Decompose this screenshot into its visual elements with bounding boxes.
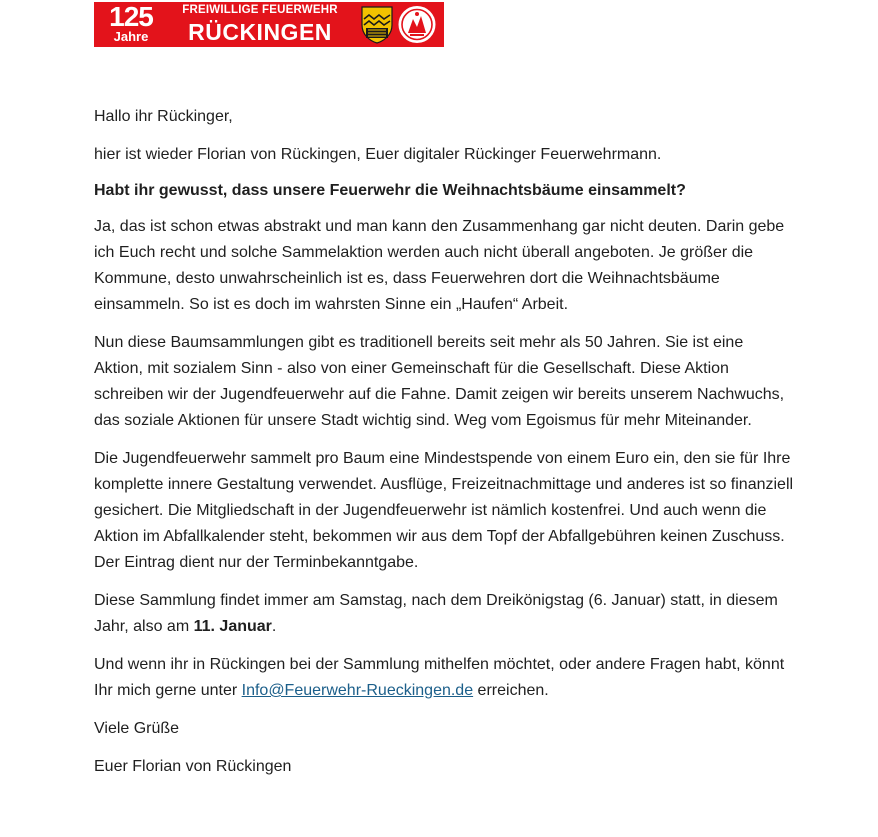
paragraph-abstract: Ja, das ist schon etwas abstrakt und man kann den Zusammenhang gar nicht deuten. Darin gebe ich Euch recht und solche Sammelaktion werden auch nicht überall angeboten. Je größer die Kommune, desto unwahrscheinlich ist es, dass Feuerwehren dort die Weihnachtsbäume einsammeln. So ist es doch im wahrsten Sinne ein „Haufen“ Arbeit. [94,218,785,313]
paragraph-date [94,588,794,640]
date-text-after: . [271,618,277,635]
question-heading: Habt ihr gewusst, dass unsere Feuerwehr die Weihnachtsbäume einsammelt? [94,182,686,199]
date-text-before: Diese Sammlung findet immer am Samstag, nach dem Dreikönigstag (6. Januar) statt, in diesem Jahr, also am [94,592,778,635]
intro-text: hier ist wieder Florian von Rückingen, Euer digitaler Rückinger Feuerwehrmann. [94,146,662,163]
organization-type: FREIWILLIGE FEUERWEHR [182,4,338,16]
anniversary-label: Jahre [113,29,149,44]
contact-email-link[interactable]: Info@Feuerwehr-Rueckingen.de [241,682,474,699]
greeting-text: Hallo ihr Rückinger, [94,108,233,125]
paragraph-tradition: Nun diese Baumsammlungen gibt es traditionell bereits seit mehr als 50 Jahren. Sie ist eine Aktion, mit sozialem Sinn - also von einer Gemeinschaft für die Gesellschaft. Diese Aktion schreiben wir der Jugendfeuerwehr auf die Fahne. Damit zeigen wir bereits unserem Nachwuchs, das soziale Aktionen für unsere Stadt wichtig sind. Weg vom Egoismus für mehr Miteinander. [94,334,785,429]
signature-text: Euer Florian von Rückingen [94,758,292,775]
paragraph-donation: Die Jugendfeuerwehr sammelt pro Baum eine Mindestspende von einem Euro ein, den sie für Ihre komplette innere Gestaltung verwendet. Ausflüge, Freizeitnachmittage und anderes ist so finanziell gesichert. Die Mitgliedschaft in der Jugendfeuerwehr ist nämlich kostenfrei. Und auch wenn die Aktion im Abfallkalender steht, bekommen wir aus dem Topf der Abfallgebühren keinen Zuschuss. Der Eintrag dient nur der Terminbekanntgabe. [94,450,794,571]
paragraph-contact [94,652,794,704]
fire-brigade-emblem-icon [396,5,438,44]
anniversary-badge [101,3,161,43]
contact-text-after: erreichen. [473,682,549,699]
closing-text: Viele Grüße [94,720,180,737]
header-banner [94,2,444,47]
coat-of-arms-icon [360,5,394,44]
anniversary-number: 125 [109,2,153,32]
organization-title [170,5,350,44]
collection-date: 11. Januar [193,618,272,635]
organization-name: RÜCKINGEN [188,18,332,45]
contact-text-before: Und wenn ihr in Rückingen bei der Sammlung mithelfen möchtet, oder andere Fragen habt, könnt Ihr mich gerne unter [94,656,785,699]
message-body [94,104,794,792]
